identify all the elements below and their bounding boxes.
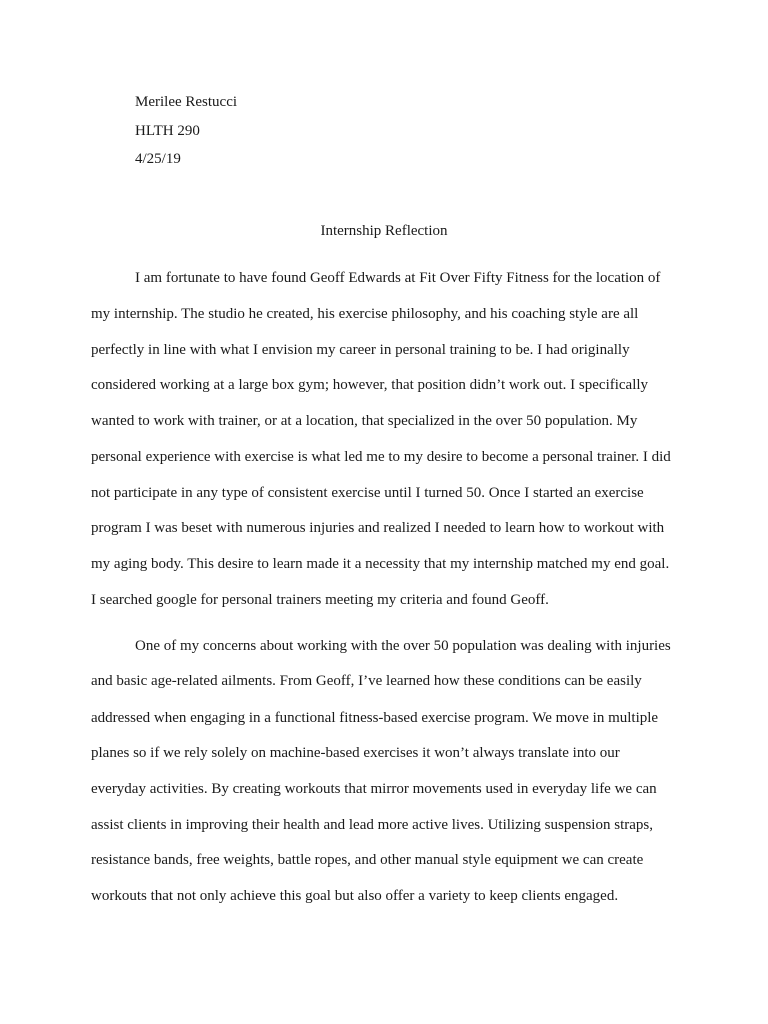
paragraph-2-line: One of my concerns about working with the over 50 population was dealing with injuries <box>135 638 671 654</box>
paragraph-1-line: program I was beset with numerous injuries and realized I needed to learn how to workout with <box>91 520 665 536</box>
document-title: Internship Reflection <box>320 223 448 239</box>
paragraph-1-line: personal experience with exercise is what led me to my desire to become a personal trainer. I did <box>91 449 671 465</box>
paragraph-2-line: everyday activities. By creating workouts that mirror movements used in everyday life we can <box>91 781 657 797</box>
paragraph-2-line: planes so if we rely solely on machine-based exercises it won’t always translate into our <box>91 745 620 761</box>
paragraph-2-line: addressed when engaging in a functional fitness-based exercise program. We move in multiple <box>91 710 659 726</box>
paragraph-1-line: wanted to work with trainer, or at a location, that specialized in the over 50 population. My <box>91 413 638 429</box>
paragraph-2-line: workouts that not only achieve this goal but also offer a variety to keep clients engaged. <box>91 888 619 904</box>
document-date: 4/25/19 <box>135 151 181 167</box>
paragraph-1-line: I am fortunate to have found Geoff Edwards at Fit Over Fifty Fitness for the location of <box>135 270 661 286</box>
paragraph-2-line: assist clients in improving their health and lead more active lives. Utilizing suspension straps, <box>91 817 653 833</box>
course-code: HLTH 290 <box>135 123 200 139</box>
paragraph-1-line: I searched google for personal trainers meeting my criteria and found Geoff. <box>91 592 549 608</box>
paragraph-2-line: and basic age-related ailments. From Geoff, I’ve learned how these conditions can be easily <box>91 673 642 689</box>
paragraph-1-line: my aging body. This desire to learn made it a necessity that my internship matched my end goal. <box>91 556 670 572</box>
paragraph-2-line: resistance bands, free weights, battle ropes, and other manual style equipment we can create <box>91 852 644 868</box>
paragraph-1-line: perfectly in line with what I envision my career in personal training to be. I had originally <box>91 342 630 358</box>
author-name: Merilee Restucci <box>135 94 238 110</box>
paragraph-1-line: not participate in any type of consistent exercise until I turned 50. Once I started an exercise <box>91 485 644 501</box>
paragraph-1-line: considered working at a large box gym; however, that position didn’t work out. I specifically <box>91 377 649 393</box>
paragraph-1-line: my internship. The studio he created, his exercise philosophy, and his coaching style are all <box>91 306 639 322</box>
